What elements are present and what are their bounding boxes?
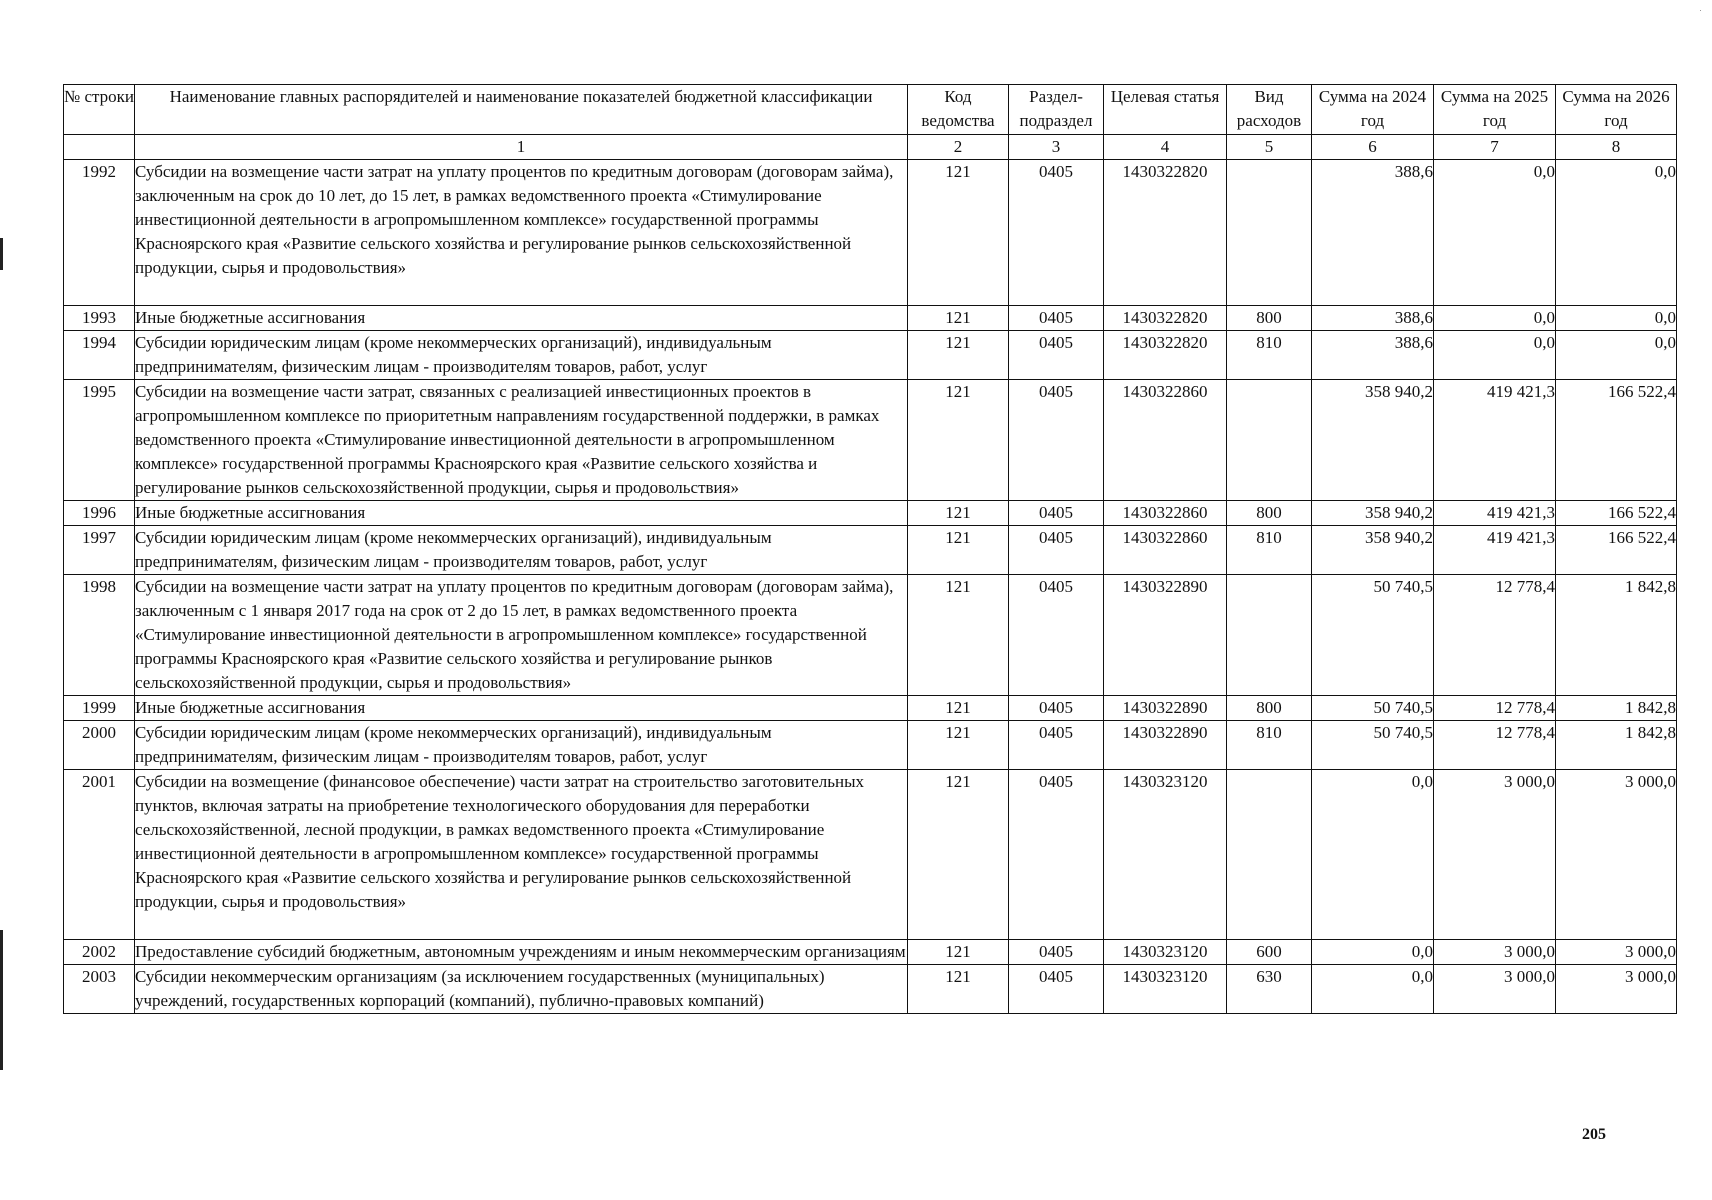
row-sum-2024: 358 940,2 — [1312, 380, 1434, 501]
row-sum-2025: 0,0 — [1434, 160, 1556, 306]
row-number: 1996 — [64, 501, 135, 526]
row-sum-2025: 3 000,0 — [1434, 770, 1556, 940]
row-dept-code: 121 — [908, 306, 1009, 331]
header-section: Раздел-подраздел — [1009, 85, 1104, 135]
table-row — [64, 770, 1677, 940]
row-sum-2025: 12 778,4 — [1434, 696, 1556, 721]
row-number: 2003 — [64, 965, 135, 1014]
row-number: 2001 — [64, 770, 135, 940]
row-sum-2026: 1 842,8 — [1556, 575, 1677, 696]
row-name: Субсидии юридическим лицам (кроме некоммерческих организаций), индивидуальным предпринимателям, физическим лицам - производителям товаров, работ, услуг — [135, 331, 908, 380]
row-expense-type — [1227, 770, 1312, 940]
row-sum-2026: 1 842,8 — [1556, 696, 1677, 721]
row-section: 0405 — [1009, 721, 1104, 770]
row-section: 0405 — [1009, 501, 1104, 526]
row-target: 1430322820 — [1104, 306, 1227, 331]
row-number: 1992 — [64, 160, 135, 306]
row-expense-type: 800 — [1227, 501, 1312, 526]
column-number: 4 — [1104, 135, 1227, 160]
row-expense-type — [1227, 575, 1312, 696]
row-section: 0405 — [1009, 940, 1104, 965]
row-sum-2025: 3 000,0 — [1434, 940, 1556, 965]
row-sum-2024: 388,6 — [1312, 331, 1434, 380]
row-section: 0405 — [1009, 965, 1104, 1014]
table-row — [64, 575, 1677, 696]
column-number: 3 — [1009, 135, 1104, 160]
row-sum-2025: 419 421,3 — [1434, 526, 1556, 575]
row-expense-type: 810 — [1227, 721, 1312, 770]
row-sum-2024: 0,0 — [1312, 940, 1434, 965]
row-sum-2026: 166 522,4 — [1556, 501, 1677, 526]
scan-edge-mark — [0, 238, 3, 270]
row-expense-type: 810 — [1227, 331, 1312, 380]
row-sum-2026: 0,0 — [1556, 160, 1677, 306]
row-sum-2026: 0,0 — [1556, 331, 1677, 380]
row-sum-2024: 358 940,2 — [1312, 501, 1434, 526]
row-section: 0405 — [1009, 380, 1104, 501]
table-row — [64, 306, 1677, 331]
column-number — [64, 135, 135, 160]
row-section: 0405 — [1009, 306, 1104, 331]
row-expense-type: 600 — [1227, 940, 1312, 965]
row-name: Субсидии на возмещение части затрат на уплату процентов по кредитным договорам (договорам займа), заключенным на срок до 10 лет, до 15 лет, в рамках ведомственного проекта «Стимулирование инвестиционной деятельности в агропромышленном комплексе» государственной программы Красноярского края «Развитие сельского хозяйства и регулирование рынков сельскохозяйственной продукции, сырья и продовольствия» — [135, 160, 908, 306]
row-number: 1995 — [64, 380, 135, 501]
row-dept-code: 121 — [908, 380, 1009, 501]
row-sum-2024: 0,0 — [1312, 965, 1434, 1014]
row-sum-2025: 0,0 — [1434, 331, 1556, 380]
row-dept-code: 121 — [908, 526, 1009, 575]
row-section: 0405 — [1009, 696, 1104, 721]
column-number-row — [64, 135, 1677, 160]
row-target: 1430322860 — [1104, 526, 1227, 575]
row-name: Субсидии некоммерческим организациям (за исключением государственных (муниципальных) учреждений, государственных корпораций (компаний), публично-правовых компаний) — [135, 965, 908, 1014]
row-sum-2025: 0,0 — [1434, 306, 1556, 331]
row-dept-code: 121 — [908, 575, 1009, 696]
row-target: 1430322820 — [1104, 160, 1227, 306]
table-row — [64, 501, 1677, 526]
header-expense-type: Вид расходов — [1227, 85, 1312, 135]
header-target: Целевая статья — [1104, 85, 1227, 135]
row-name: Иные бюджетные ассигнования — [135, 306, 908, 331]
scan-dust-mark — [1700, 10, 1701, 11]
page-number: 205 — [1582, 1126, 1606, 1143]
row-number: 1994 — [64, 331, 135, 380]
budget-table — [63, 84, 1677, 1014]
table-row — [64, 380, 1677, 501]
row-sum-2024: 388,6 — [1312, 306, 1434, 331]
row-sum-2026: 166 522,4 — [1556, 526, 1677, 575]
header-sum-2026: Сумма на 2026 год — [1556, 85, 1677, 135]
row-expense-type: 630 — [1227, 965, 1312, 1014]
table-row — [64, 940, 1677, 965]
row-section: 0405 — [1009, 770, 1104, 940]
row-name: Предоставление субсидий бюджетным, автономным учреждениям и иным некоммерческим организациям — [135, 940, 908, 965]
row-target: 1430322890 — [1104, 721, 1227, 770]
row-dept-code: 121 — [908, 160, 1009, 306]
row-target: 1430322890 — [1104, 575, 1227, 696]
header-name: Наименование главных распорядителей и наименование показателей бюджетной классификации — [135, 85, 908, 135]
row-target: 1430322890 — [1104, 696, 1227, 721]
row-sum-2025: 419 421,3 — [1434, 380, 1556, 501]
row-target: 1430323120 — [1104, 965, 1227, 1014]
row-sum-2024: 50 740,5 — [1312, 696, 1434, 721]
row-number: 1997 — [64, 526, 135, 575]
row-dept-code: 121 — [908, 721, 1009, 770]
row-target: 1430322860 — [1104, 501, 1227, 526]
row-section: 0405 — [1009, 331, 1104, 380]
row-sum-2025: 3 000,0 — [1434, 965, 1556, 1014]
column-number: 8 — [1556, 135, 1677, 160]
table-row — [64, 331, 1677, 380]
row-expense-type: 810 — [1227, 526, 1312, 575]
row-sum-2025: 419 421,3 — [1434, 501, 1556, 526]
column-number: 5 — [1227, 135, 1312, 160]
row-sum-2026: 3 000,0 — [1556, 965, 1677, 1014]
column-number: 1 — [135, 135, 908, 160]
row-name: Субсидии на возмещение части затрат на уплату процентов по кредитным договорам (договорам займа), заключенным с 1 января 2017 года на срок от 2 до 15 лет, в рамках ведомственного проекта «Стимулирование инвестиционной деятельности в агропромышленном комплексе» государственной программы Красноярского края «Развитие сельского хозяйства и регулирование рынков сельскохозяйственной продукции, сырья и продовольствия» — [135, 575, 908, 696]
table-row — [64, 965, 1677, 1014]
row-name: Иные бюджетные ассигнования — [135, 696, 908, 721]
row-target: 1430322820 — [1104, 331, 1227, 380]
row-sum-2026: 3 000,0 — [1556, 770, 1677, 940]
row-sum-2025: 12 778,4 — [1434, 721, 1556, 770]
header-sum-2024: Сумма на 2024 год — [1312, 85, 1434, 135]
row-dept-code: 121 — [908, 331, 1009, 380]
row-section: 0405 — [1009, 526, 1104, 575]
row-sum-2026: 3 000,0 — [1556, 940, 1677, 965]
row-target: 1430323120 — [1104, 770, 1227, 940]
header-row — [64, 85, 1677, 135]
row-section: 0405 — [1009, 160, 1104, 306]
row-target: 1430323120 — [1104, 940, 1227, 965]
row-target: 1430322860 — [1104, 380, 1227, 501]
row-sum-2026: 166 522,4 — [1556, 380, 1677, 501]
row-number: 2002 — [64, 940, 135, 965]
row-dept-code: 121 — [908, 501, 1009, 526]
row-expense-type — [1227, 160, 1312, 306]
row-expense-type: 800 — [1227, 696, 1312, 721]
header-row-number: № строки — [64, 85, 135, 135]
row-sum-2024: 0,0 — [1312, 770, 1434, 940]
row-name: Субсидии юридическим лицам (кроме некоммерческих организаций), индивидуальным предпринимателям, физическим лицам - производителям товаров, работ, услуг — [135, 721, 908, 770]
row-dept-code: 121 — [908, 770, 1009, 940]
column-number: 6 — [1312, 135, 1434, 160]
row-number: 1998 — [64, 575, 135, 696]
header-dept-code: Код ведомства — [908, 85, 1009, 135]
column-number: 7 — [1434, 135, 1556, 160]
row-name: Субсидии на возмещение (финансовое обеспечение) части затрат на строительство заготовительных пунктов, включая затраты на приобретение технологического оборудования для переработки сельскохозяйственной, лесной продукции, в рамках ведомственного проекта «Стимулирование инвестиционной деятельности в агропромышленном комплексе» государственной программы Красноярского края «Развитие сельского хозяйства и регулирование рынков сельскохозяйственной продукции, сырья и продовольствия» — [135, 770, 908, 940]
header-sum-2025: Сумма на 2025 год — [1434, 85, 1556, 135]
table-row — [64, 160, 1677, 306]
row-dept-code: 121 — [908, 696, 1009, 721]
row-name: Субсидии юридическим лицам (кроме некоммерческих организаций), индивидуальным предпринимателям, физическим лицам - производителям товаров, работ, услуг — [135, 526, 908, 575]
row-dept-code: 121 — [908, 965, 1009, 1014]
row-number: 1999 — [64, 696, 135, 721]
row-number: 2000 — [64, 721, 135, 770]
row-sum-2024: 358 940,2 — [1312, 526, 1434, 575]
row-name: Иные бюджетные ассигнования — [135, 501, 908, 526]
table-row — [64, 526, 1677, 575]
row-sum-2026: 0,0 — [1556, 306, 1677, 331]
scan-edge-mark — [0, 930, 3, 1070]
row-dept-code: 121 — [908, 940, 1009, 965]
row-number: 1993 — [64, 306, 135, 331]
row-sum-2026: 1 842,8 — [1556, 721, 1677, 770]
row-section: 0405 — [1009, 575, 1104, 696]
row-sum-2024: 50 740,5 — [1312, 575, 1434, 696]
row-expense-type — [1227, 380, 1312, 501]
row-expense-type: 800 — [1227, 306, 1312, 331]
row-sum-2025: 12 778,4 — [1434, 575, 1556, 696]
row-sum-2024: 388,6 — [1312, 160, 1434, 306]
table-row — [64, 696, 1677, 721]
row-sum-2024: 50 740,5 — [1312, 721, 1434, 770]
row-name: Субсидии на возмещение части затрат, связанных с реализацией инвестиционных проектов в агропромышленном комплексе по приоритетным направлениям государственной поддержки, в рамках ведомственного проекта «Стимулирование инвестиционной деятельности в агропромышленном комплексе» государственной программы Красноярского края «Развитие сельского хозяйства и регулирование рынков сельскохозяйственной продукции, сырья и продовольствия» — [135, 380, 908, 501]
table-row — [64, 721, 1677, 770]
column-number: 2 — [908, 135, 1009, 160]
